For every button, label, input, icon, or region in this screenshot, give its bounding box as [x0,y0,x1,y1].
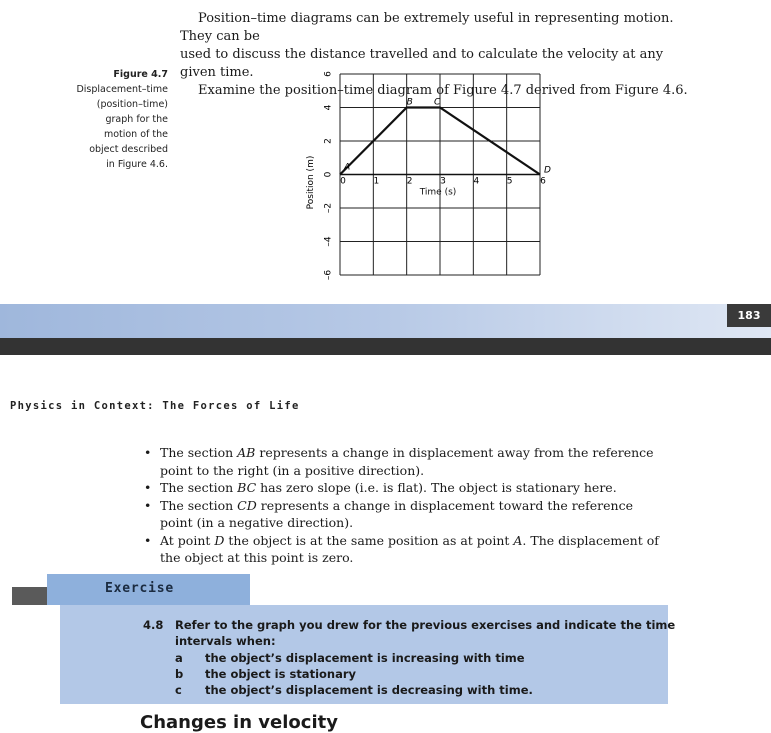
exercise-prompt-line-1: Refer to the graph you drew for the previous exercises and indicate the time [175,618,676,632]
x-tick-label: 4 [473,176,480,187]
exercise-item-text: the object’s displacement is increasing with time [205,651,525,665]
page-number: 183 [727,304,771,327]
y-tick-label: –4 [323,236,334,247]
list-item: • At point D the object is at the same position as at point A. The displacement of the object at this point is zero. [142,532,662,567]
x-axis-title: Time (s) [419,187,457,198]
exercise-prompt-line-2: intervals when: [175,634,276,648]
exercise-tab-accent [12,587,47,605]
point-label: B [406,97,413,108]
page-divider-bar [0,338,771,355]
exercise-item-letter: a [175,651,183,665]
y-tick-label: 4 [323,104,334,111]
x-tick-label: 6 [540,176,546,187]
caption-line: in Figure 4.6. [106,159,168,170]
x-tick-label: 2 [406,176,413,187]
caption-line: Displacement–time [76,84,168,95]
caption-line: object described [89,144,168,155]
y-tick-label: 0 [323,171,334,178]
figure-caption [60,67,168,172]
bullet-list [142,444,662,567]
exercise-label: Exercise [105,581,175,596]
exercise-item-text: the object is stationary [205,667,357,681]
figure-title: Figure 4.7 [113,69,168,80]
exercise-item-letter: c [175,683,182,697]
intro-line-1: Position–time diagrams can be extremely useful in representing motion. They can be [180,11,674,44]
list-item: • The section CD represents a change in displacement toward the reference point (in a negative direction). [142,497,662,532]
y-tick-label: 2 [323,138,334,144]
page-band [0,304,771,338]
x-tick-label: 1 [373,176,380,187]
exercise-item-text: the object’s displacement is decreasing with time. [205,683,533,697]
list-item: • The section AB represents a change in displacement away from the reference point to the right (in a positive direction). [142,444,662,479]
intro-line-3: Examine the position–time diagram of Figure 4.7 derived from Figure 4.6. [198,83,688,98]
position-time-chart [300,64,560,284]
exercise-item-letter: b [175,667,184,681]
intro-line-2: used to discuss the distance travelled and to calculate the velocity at any given time. [180,47,664,80]
point-label: A [344,162,351,173]
y-tick-label: 6 [323,71,334,77]
x-tick-label: 3 [440,176,446,187]
point-label: D [544,165,551,176]
caption-line: graph for the [105,114,168,125]
y-tick-label: –6 [323,269,334,281]
next-section-heading: Changes in velocity [140,712,338,733]
x-tick-label: 5 [506,176,513,187]
point-label: C [434,97,441,108]
caption-line: (position–time) [96,99,168,110]
running-head: Physics in Context: The Forces of Life [10,400,300,412]
y-tick-label: –2 [323,202,334,214]
x-tick-label: 0 [340,176,346,187]
y-axis-title: Position (m) [306,155,316,210]
exercise-number: 4.8 [143,618,164,632]
caption-line: motion of the [103,129,168,140]
list-item: • The section BC has zero slope (i.e. is flat). The object is stationary here. [142,479,662,497]
